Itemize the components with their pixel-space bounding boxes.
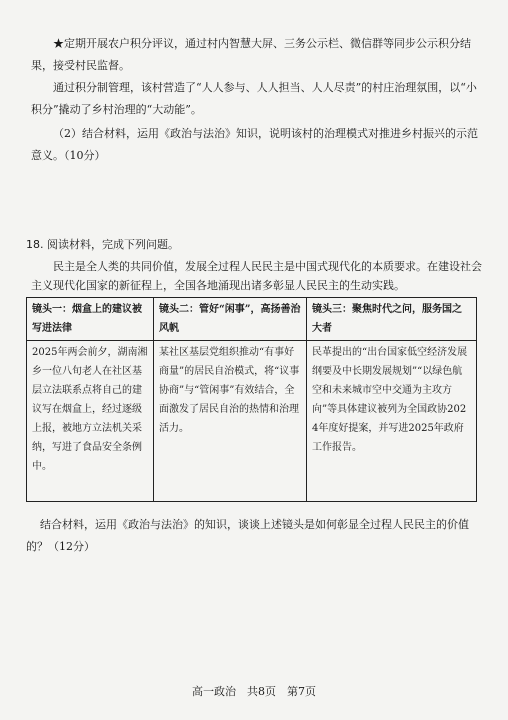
question-18-lead-line-1: 民主是全人类的共同价值，发展全过程人民民主是中国式现代化的本质要求。在建设社会 — [53, 260, 482, 273]
case-2-text: 某社区基层党组织推动“有事好商量”的居民自治模式，将“议事协商”与“管闲事”有效结合，全面激发了居民自治的热情和治理活力。 — [154, 341, 307, 502]
page-footer: 高一政治 共8页 第7页 — [192, 685, 316, 698]
question-18-heading: 18. 阅读材料，完成下列问题。 — [26, 238, 179, 251]
intro-line-1: ★定期开展农户积分评议，通过村内智慧大屏、三务公示栏、微信群等同步公示积分结 — [53, 37, 471, 50]
question-18-task-line-1: 结合材料，运用《政治与法治》的知识，谈谈上述镜头是如何彰显全过程人民民主的价值 — [40, 518, 469, 531]
question-17-2-line-2: 意义。（10分） — [31, 149, 106, 162]
cases-table-body-row — [27, 341, 477, 502]
question-18-task-line-2: 的？（12分） — [26, 540, 95, 553]
case-3-header: 镜头三：聚焦时代之问，服务国之大者 — [307, 298, 477, 341]
intro-line-4: 积分”撬动了乡村治理的“大动能”。 — [31, 103, 202, 116]
cases-table-header-row — [27, 298, 477, 341]
question-17-2-line-1: （2）结合材料，运用《政治与法治》知识，说明该村的治理模式对推进乡村振兴的示范 — [53, 127, 478, 140]
case-1-text: 2025年两会前夕，湖南湘乡一位八旬老人在社区基层立法联系点将自己的建议写在烟盒上，经过逐级上报，被地方立法机关采纳，写进了食品安全条例中。 — [27, 341, 154, 502]
intro-line-3: 通过积分制管理，该村营造了“人人参与、人人担当、人人尽责”的村庄治理氛围，以“小 — [53, 81, 477, 94]
intro-line-2: 果，接受村民监督。 — [31, 59, 130, 72]
case-1-header: 镜头一：烟盒上的建议被写进法律 — [27, 298, 154, 341]
cases-table — [26, 297, 477, 502]
case-2-header: 镜头二：管好“闲事”，高扬善治风帆 — [154, 298, 307, 341]
case-3-text: 民革提出的“出台国家低空经济发展纲要及中长期发展规划”“以绿色航空和未来城市空中交通为主攻方向”等具体建议被列为全国政协2024年度好提案，并写进2025年政府工作报告。 — [307, 341, 477, 502]
question-18-lead-line-2: 主义现代化国家的新征程上，全国各地涌现出诸多彰显人民民主的生动实践。 — [31, 279, 405, 292]
